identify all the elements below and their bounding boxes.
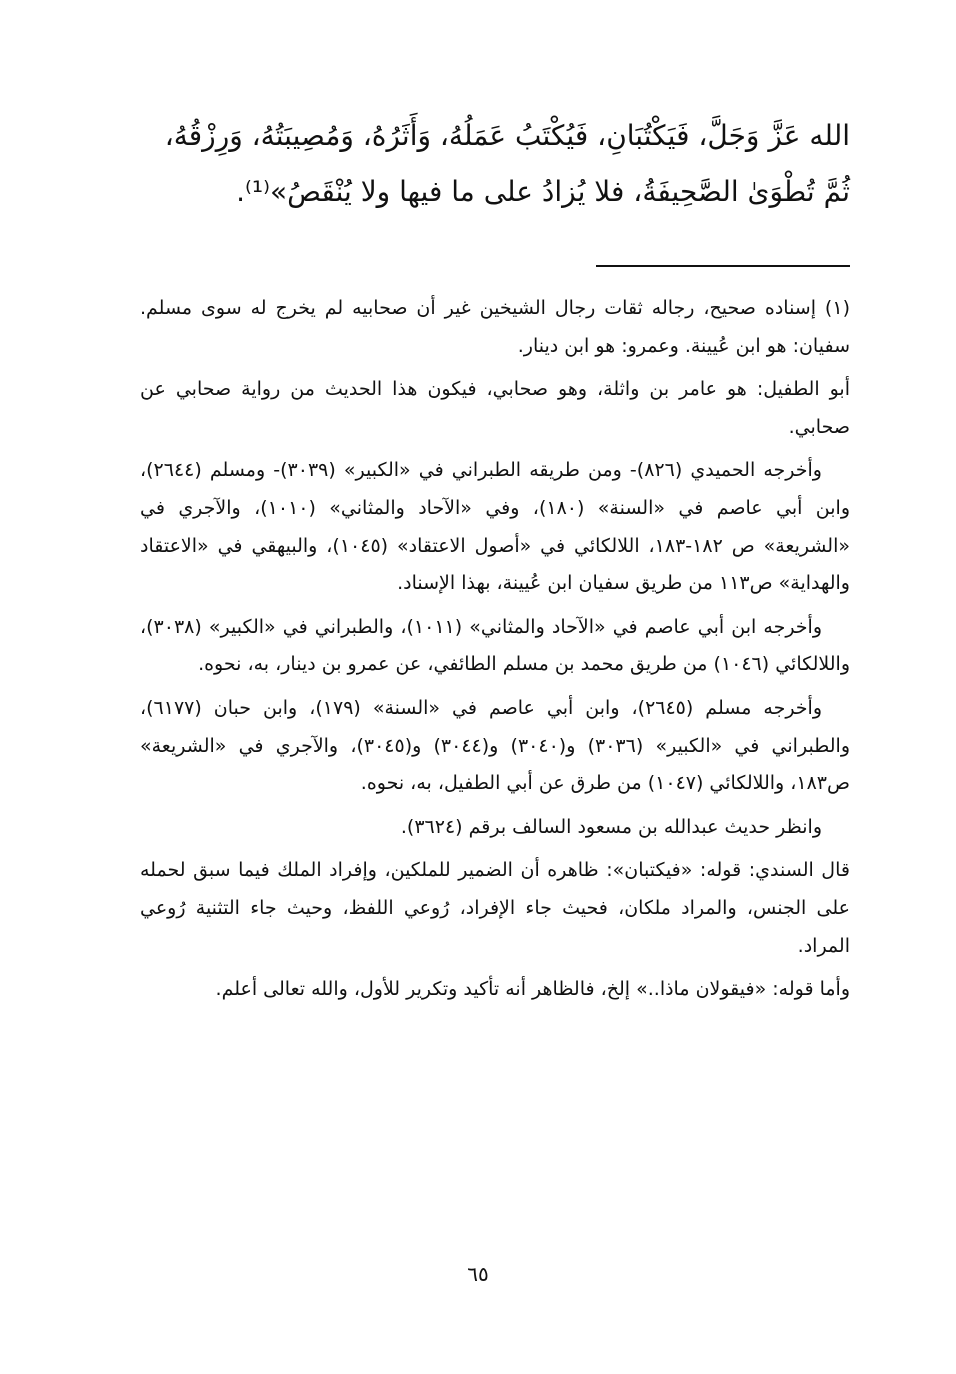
- footnote-closing: وأما قوله: «فيقولان ماذا..» إلخ، فالظاهر أنه تأكيد وتكرير للأول، والله تعالى أعلم.: [215, 978, 850, 1001]
- footnote-separator: [596, 265, 850, 267]
- page-number: ٦٥: [467, 1262, 489, 1286]
- footnote-takhrij-ibn-abi-asim: وأخرجه ابن أبي عاصم في «الآحاد والمثاني» (١٠١١)، والطبراني في «الكبير» (٣٠٣٨)، واللالكائي (١٠٤٦) من طريق محمد بن مسلم الطائفي، عن عمرو بن دينار، به، نحوه.: [140, 615, 850, 676]
- hadith-line-1: الله عَزَّ وَجَلَّ، فَيَكْتُبَانِ، فَيُكْتَبُ عَمَلُهُ، وَأَثَرُهُ، وَمُصِيبَتُهُ، وَرِزْقُهُ،: [164, 119, 850, 152]
- footnote-cross-reference: وانظر حديث عبدالله بن مسعود السالف برقم (٣٦٢٤).: [400, 815, 822, 838]
- hadith-text: [120, 108, 850, 220]
- hadith-line-2: ثُمَّ تُطْوَىٰ الصَّحِيفَةُ، فلا يُزادُ على ما فيها ولا يُنْقَصُ»⁽¹⁾.: [236, 175, 850, 208]
- footnote-takhrij-muslim: وأخرجه مسلم (٢٦٤٥)، وابن أبي عاصم في «السنة» (١٧٩)، وابن حبان (٦١٧٧)، والطبراني في «الكبير» (٣٠٣٦) و(٣٠٤٠) و(٣٠٤٤) و(٣٠٤٥)، والآجري في «الشريعة» ص١٨٣، واللالكائي (١٠٤٧) من طرق عن أبي الطفيل، به، نحوه.: [140, 696, 851, 795]
- footnote-abu-tufail: أبو الطفيل: هو عامر بن واثلة، وهو صحابي، فيكون هذا الحديث من رواية صحابي عن صحابي.: [140, 378, 850, 438]
- footnote-1-isnad: (١) إسناده صحيح، رجاله ثقات رجال الشيخين غير أن صحابيه لم يخرج له سوى مسلم. سفيان: هو ابن عُيينة. وعمرو: هو ابن دينار.: [140, 297, 850, 357]
- footnote-takhrij-humaidi: وأخرجه الحميدي (٨٢٦)- ومن طريقه الطبراني في «الكبير» (٣٠٣٩)- ومسلم (٢٦٤٤)، وابن أبي عاصم في «السنة» (١٨٠)، وفي «الآحاد والمثاني» (١٠١٠)، والآجري في «الشريعة» ص ١٨٢-١٨٣، اللالكائي في «أصول الاعتقاد» (١٠٤٥)، والبيهقي في «الاعتقاد والهداية» ص١١٣ من طريق سفيان ابن عُيينة، بهذا الإسناد.: [140, 459, 850, 595]
- footnotes: [140, 290, 850, 1015]
- footnote-sindi-commentary: قال السندي: قوله: «فيكتبان»: ظاهره أن الضمير للملكين، وإفراد الملك فيما سبق لحمله على الجنس، والمراد ملكان، فحيث جاء الإفراد، رُوعي اللفظ، وحيث جاء التثنية رُوعي المراد.: [140, 859, 850, 957]
